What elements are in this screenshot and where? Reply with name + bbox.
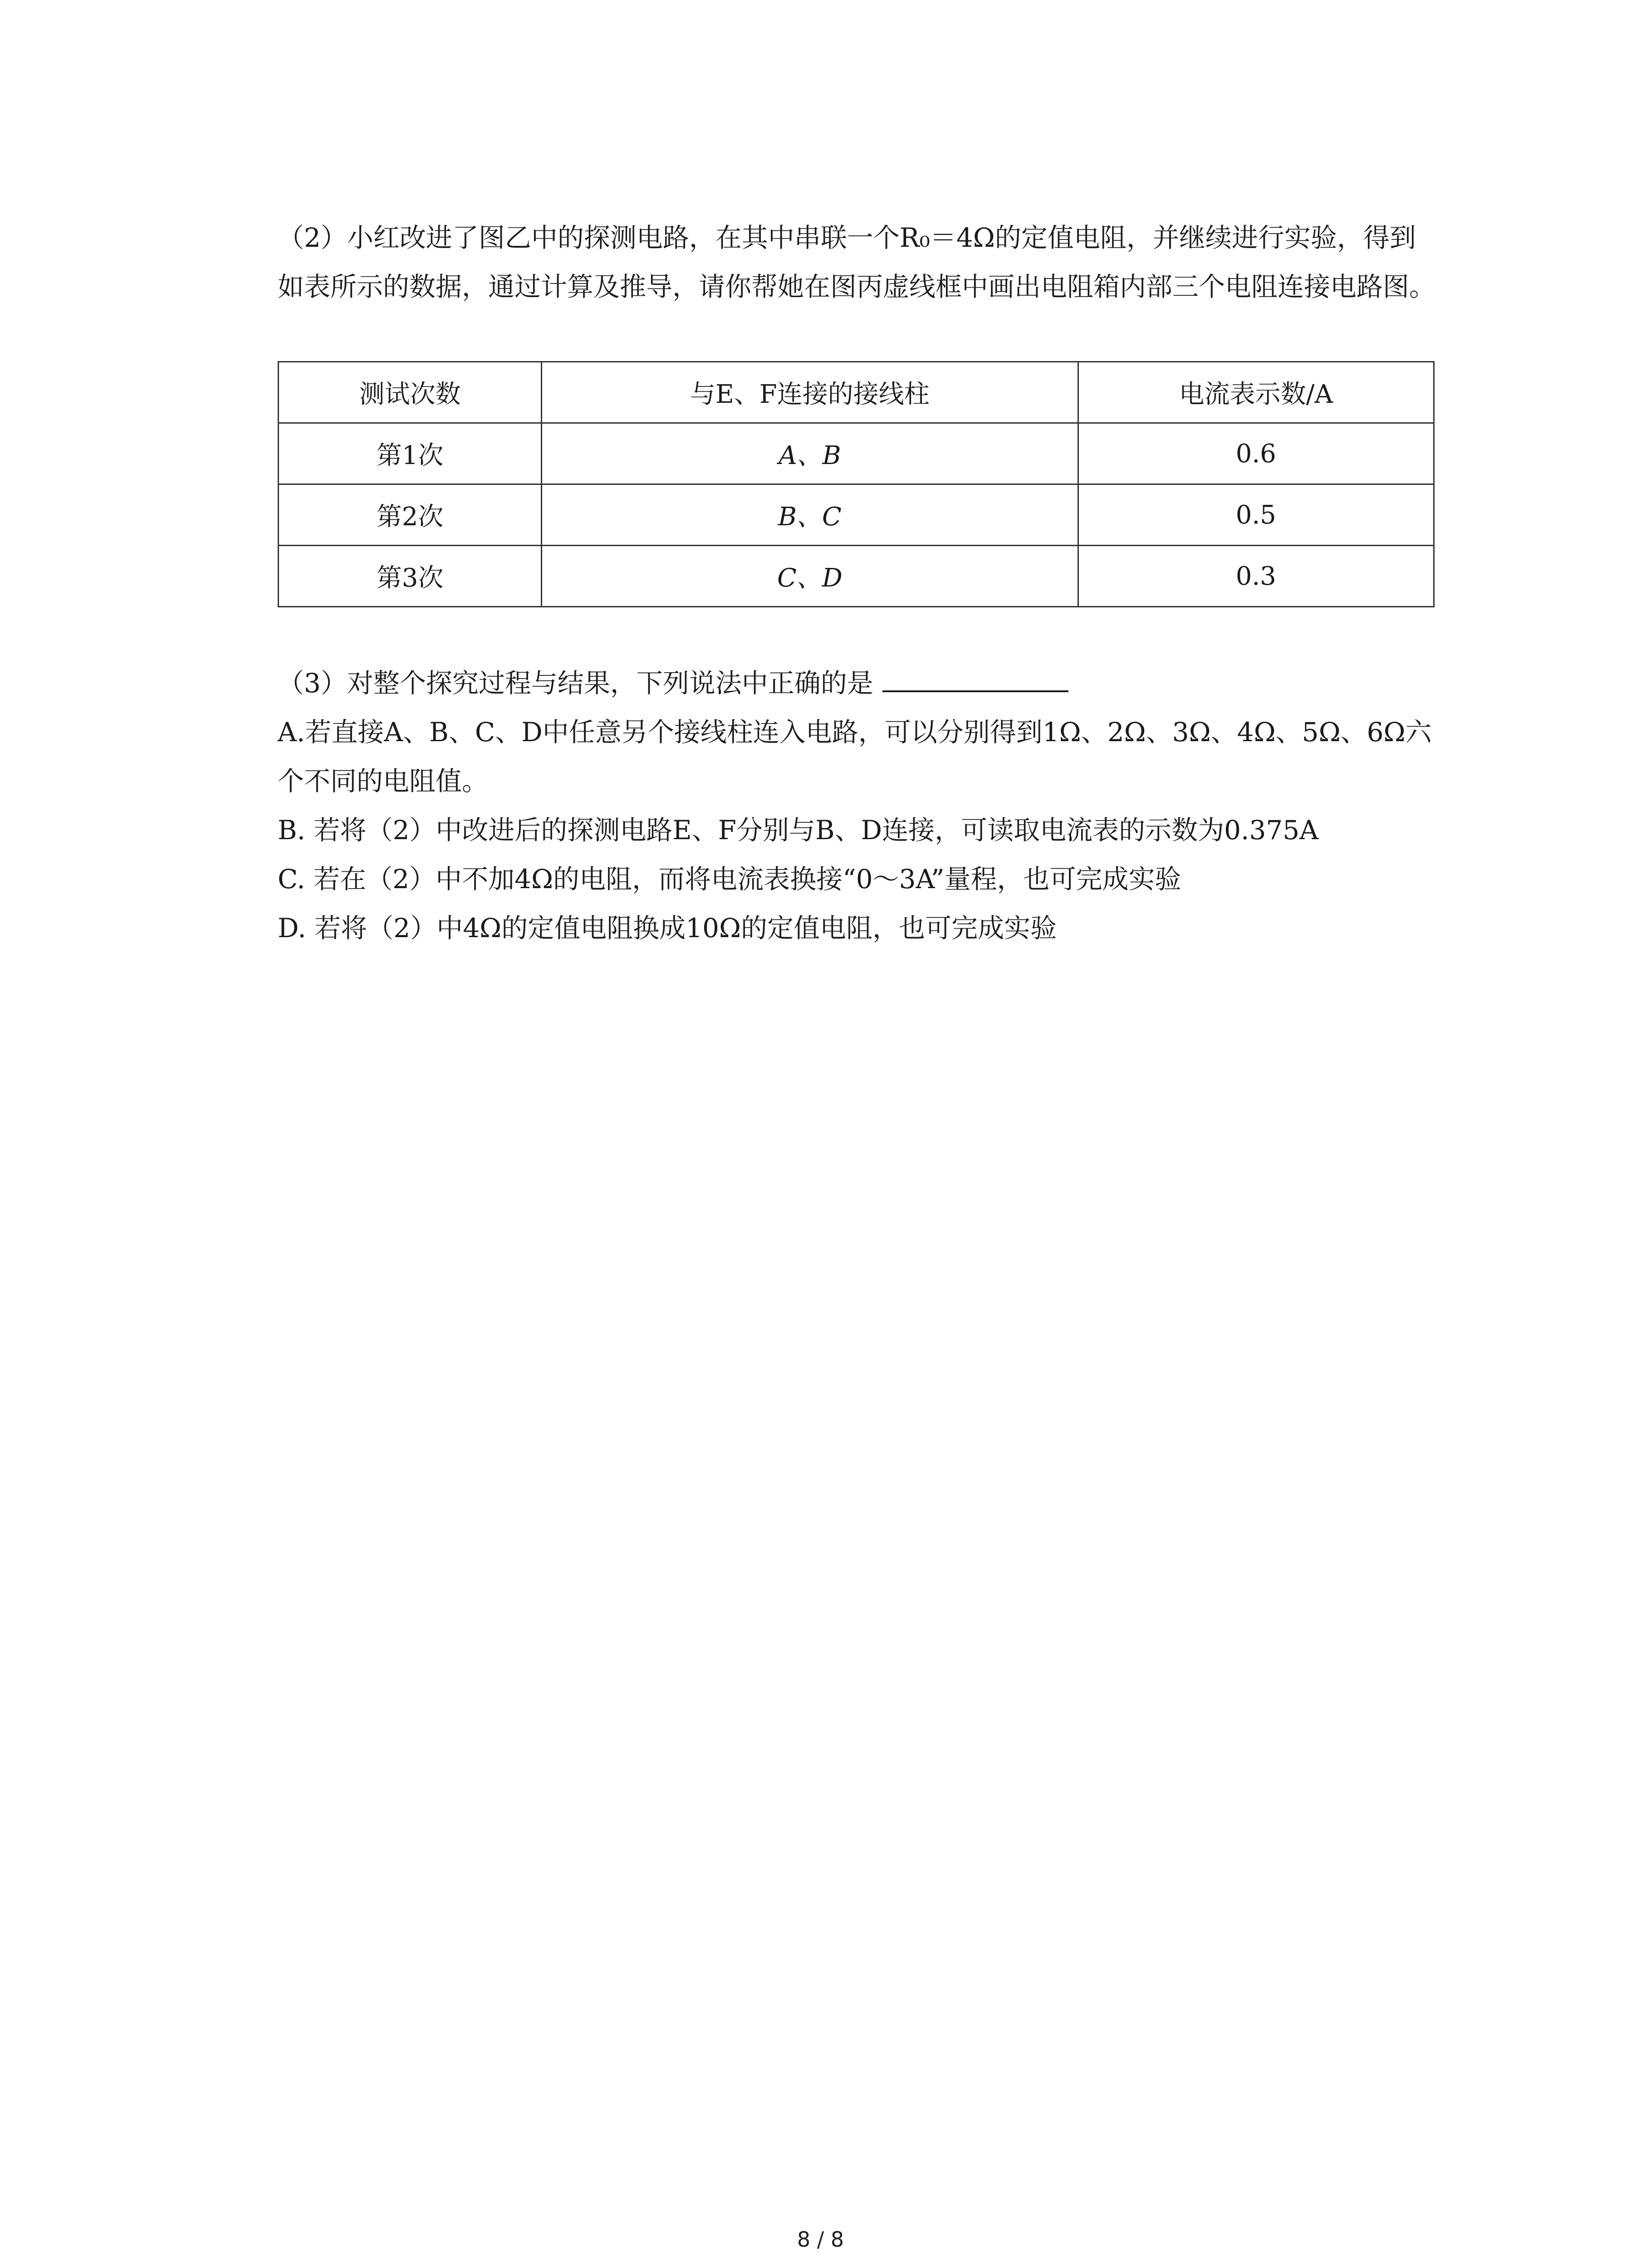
option-a: A.若直接A、B、C、D中任意另个接线柱连入电路，可以分别得到1Ω、2Ω、3Ω、4Ω、5Ω、6Ω六个不同的电阻值。: [278, 717, 1432, 797]
table-cell: 第2次: [279, 484, 542, 546]
page-number: 8 / 8: [797, 2227, 844, 2252]
option-d: D. 若将（2）中4Ω的定值电阻换成10Ω的定值电阻，也可完成实验: [278, 913, 1057, 943]
table-cell: C、D: [542, 546, 1078, 607]
table-row: [279, 423, 1434, 484]
question-2-text: （2）小红改进了图乙中的探测电路，在其中串联一个R₀＝4Ω的定值电阻，并继续进行实验，得到如表所示的数据，通过计算及推导，请你帮她在图丙虚线框中画出电阻箱内部三个电阻连接电路图。: [278, 222, 1436, 302]
table-header-row: [279, 362, 1434, 423]
option-c: C. 若在（2）中不加4Ω的电阻，而将电流表换接“0～3A”量程，也可完成实验: [278, 864, 1181, 894]
table-header-cell: 电流表示数/A: [1078, 362, 1434, 423]
table-cell: 0.5: [1078, 484, 1434, 546]
table-header-cell: 测试次数: [279, 362, 542, 423]
table-cell: 0.6: [1078, 423, 1434, 484]
table-cell: 第3次: [279, 546, 542, 607]
table-cell: 0.3: [1078, 546, 1434, 607]
question-3-stem-text: （3）对整个探究过程与结果，下列说法中正确的是: [278, 668, 873, 699]
table-cell: A、B: [542, 423, 1078, 484]
answer-blank: [882, 663, 1068, 692]
table-cell: 第1次: [279, 423, 542, 484]
question-3-stem: [278, 659, 1439, 708]
table-cell: B、C: [542, 484, 1078, 546]
table-header-cell: 与E、F连接的接线柱: [542, 362, 1078, 423]
table-row: [279, 546, 1434, 607]
option-b: B. 若将（2）中改进后的探测电路E、F分别与B、D连接，可读取电流表的示数为0.375A: [278, 815, 1319, 846]
table-row: [279, 484, 1434, 546]
data-table: [278, 361, 1435, 607]
